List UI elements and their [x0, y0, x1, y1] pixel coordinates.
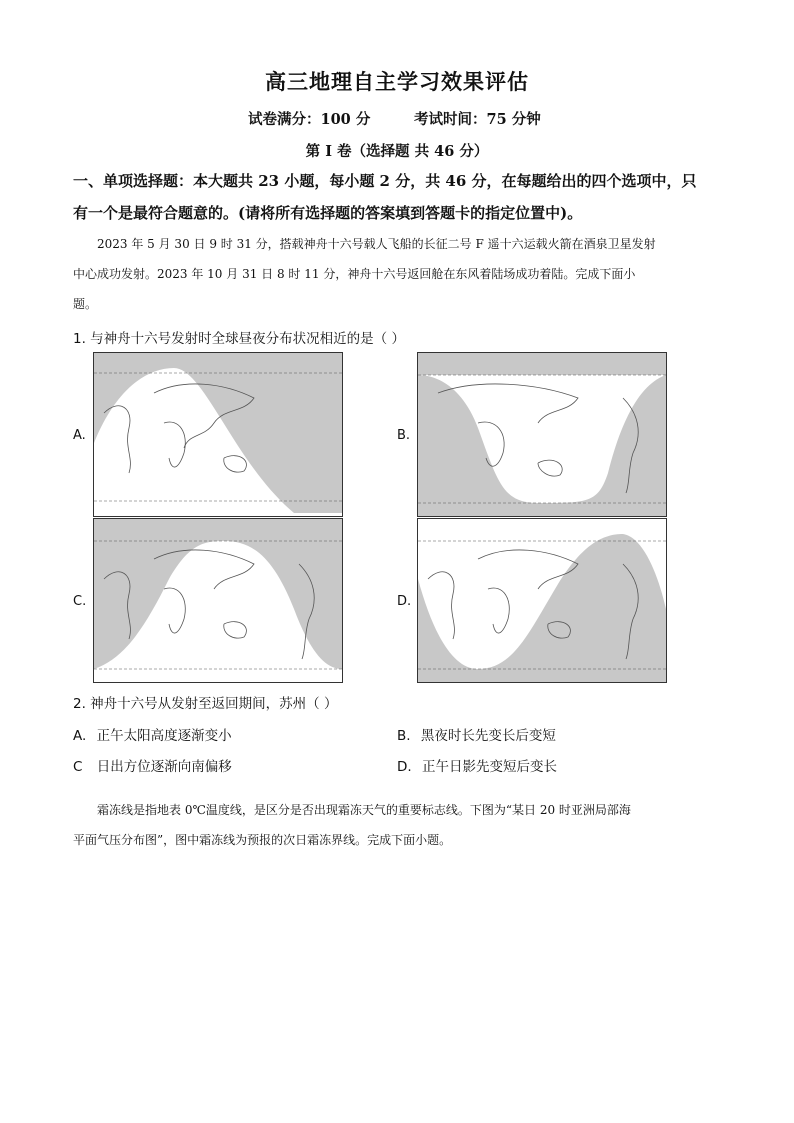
q2-option-d[interactable] — [397, 755, 557, 775]
q2-option-a-letter: A. — [73, 728, 87, 744]
continent-africa-d — [488, 588, 509, 633]
exam-title: 高三地理自主学习效果评估 — [265, 69, 529, 94]
map-a[interactable] — [93, 352, 343, 517]
q2-option-b-letter: B. — [397, 728, 411, 744]
passage1-line-2: 中心成功发射。2023 年 10 月 31 日 8 时 11 分，神舟十六号返回舱在东风着陆场成功着陆。完成下面小 — [73, 267, 636, 281]
q2-option-a-text: 正午太阳高度逐渐变小 — [96, 728, 232, 744]
continent-australia-c — [224, 622, 247, 638]
map-d-figure — [418, 519, 666, 682]
map-c[interactable] — [93, 518, 343, 683]
full-score: 试卷满分：100 分 — [248, 111, 371, 128]
passage2-line-2: 平面气压分布图”，图中霜冻线为预报的次日霜冻界线。完成下面小题。 — [73, 833, 452, 847]
question-2-stem: 2. 神舟十六号从发射至返回期间，苏州（ ） — [73, 696, 338, 712]
map-c-figure — [94, 519, 342, 682]
q2-option-c-letter: C — [73, 759, 83, 775]
continent-australia-a — [224, 456, 247, 472]
map-a-figure — [94, 353, 342, 516]
map-b-label: B. — [397, 428, 411, 443]
passage2-line-1: 霜冻线是指地表 0℃温度线，是区分是否出现霜冻天气的重要标志线。下图为“某日 20 时亚洲局部海 — [97, 803, 631, 817]
q2-option-a[interactable] — [73, 724, 232, 744]
exam-time: 考试时间：75 分钟 — [414, 111, 541, 128]
map-d[interactable] — [417, 518, 667, 683]
question-1-stem: 1. 与神舟十六号发射时全球昼夜分布状况相近的是（ ） — [73, 331, 405, 347]
night-area-b — [418, 353, 666, 375]
night-area-b2 — [418, 375, 666, 516]
q2-option-c[interactable] — [73, 755, 232, 775]
instruction-line-1: 一、单项选择题：本大题共 23 小题，每小题 2 分，共 46 分，在每题给出的四个选项中，只 — [73, 172, 697, 190]
night-area-a — [94, 353, 342, 513]
q2-option-d-text: 正午日影先变短后变长 — [421, 759, 557, 775]
continent-africa-a — [164, 422, 185, 467]
passage1-line-3: 题。 — [73, 297, 98, 311]
night-area-c — [94, 519, 342, 682]
passage1-line-1: 2023 年 5 月 30 日 9 时 31 分，搭载神舟十六号载人飞船的长征二号 F 遥十六运载火箭在酒泉卫星发射 — [97, 237, 656, 251]
continent-australia-b — [538, 460, 562, 476]
q2-option-d-letter: D. — [397, 759, 412, 775]
section-title: 第 I 卷（选择题 共 46 分） — [305, 143, 489, 160]
continent-americas-a — [104, 406, 130, 473]
map-c-label: C. — [73, 594, 87, 609]
instruction-line-2: 有一个是最符合题意的。(请将所有选择题的答案填到答题卡的指定位置中)。 — [73, 204, 583, 222]
map-b[interactable] — [417, 352, 667, 517]
map-a-label: A. — [73, 428, 86, 443]
map-d-label: D. — [397, 594, 412, 609]
q2-option-b[interactable] — [397, 724, 556, 744]
continent-africa-c — [164, 588, 185, 633]
q2-option-c-text: 日出方位逐渐向南偏移 — [96, 759, 232, 775]
q2-option-b-text: 黑夜时长先变长后变短 — [420, 728, 556, 744]
map-b-figure — [418, 353, 666, 516]
